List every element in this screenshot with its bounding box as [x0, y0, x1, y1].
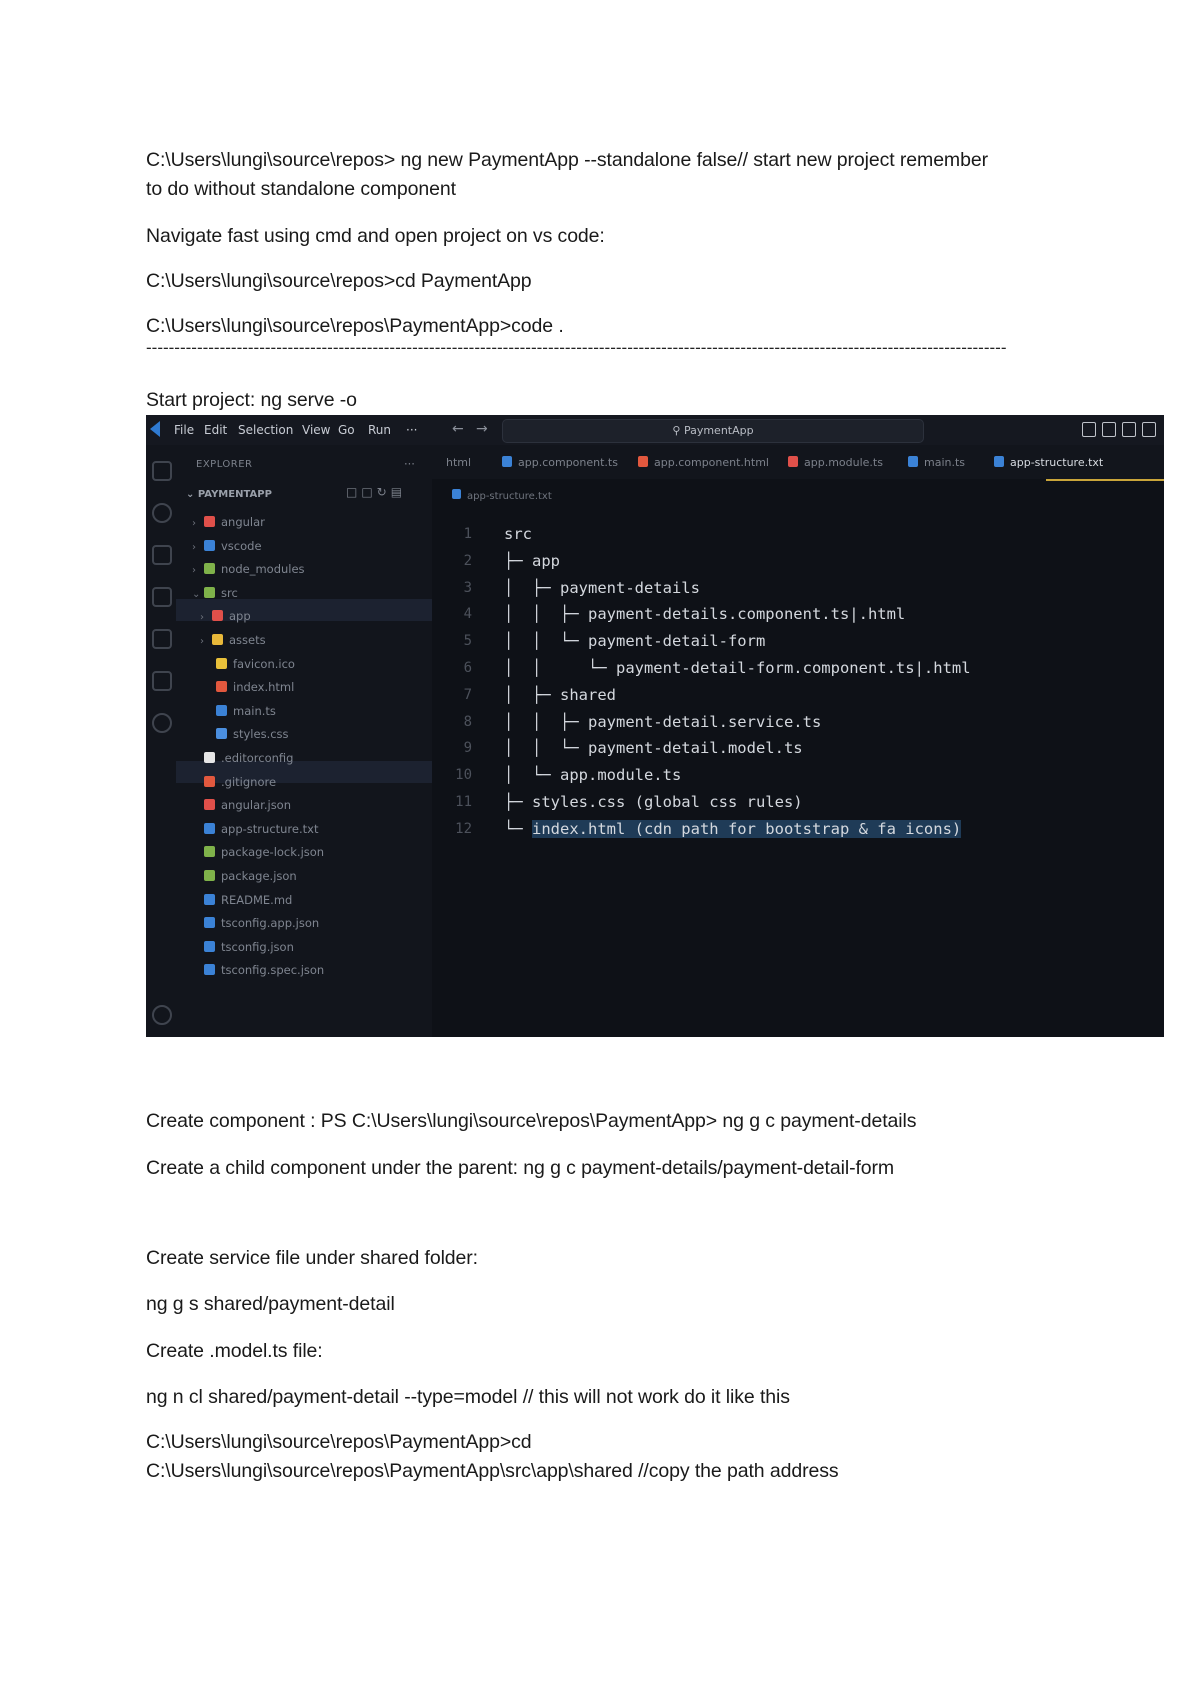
tree-item[interactable] [204, 936, 294, 958]
menu-file[interactable]: File [174, 423, 195, 437]
cmd-cd-path: C:\Users\lungi\source\repos\PaymentApp>cd [146, 1431, 532, 1453]
menu-selection[interactable]: Selection [238, 423, 294, 437]
chevron-right-icon[interactable]: › [200, 636, 204, 647]
file-icon [216, 728, 227, 739]
chevron-down-icon[interactable]: ⌄ [192, 588, 201, 600]
selected-text: index.html (cdn path for bootstrap & fa icons) [532, 819, 962, 838]
line-number: 8 [463, 713, 472, 730]
create-component: Create component : PS C:\Users\lungi\source\repos\PaymentApp> ng g c payment-details [146, 1110, 917, 1132]
tree-item[interactable] [204, 912, 319, 934]
file-icon [204, 776, 215, 787]
tree-item-label: node_modules [221, 562, 305, 577]
create-model-heading: Create .model.ts file: [146, 1340, 323, 1362]
tree-item[interactable] [204, 865, 297, 887]
file-icon [216, 658, 227, 669]
folder-icon [212, 610, 223, 621]
tree-item[interactable] [204, 841, 324, 863]
line-number: 7 [463, 686, 472, 703]
code-line: │ ├─ payment-details [504, 578, 700, 597]
code-line: │ │ └─ payment-detail.model.ts [504, 739, 803, 758]
tree-item-label: app [229, 609, 251, 624]
editor-area[interactable] [432, 479, 1164, 1037]
toggle-secondary-sidebar-icon[interactable] [1122, 422, 1136, 437]
breadcrumb[interactable] [452, 489, 552, 502]
chevron-right-icon[interactable]: › [200, 612, 204, 624]
file-icon [204, 846, 215, 857]
line-number: 5 [463, 633, 472, 650]
customize-layout-icon[interactable] [1142, 422, 1156, 437]
cmd-cd: C:\Users\lungi\source\repos>cd PaymentApp [146, 270, 532, 292]
file-icon [204, 870, 215, 881]
tree-item-label: tsconfig.spec.json [221, 963, 325, 978]
tab-label: app.component.ts [518, 456, 618, 469]
extensions-icon[interactable] [152, 629, 172, 649]
cmd-ng-new-note: to do without standalone component [146, 178, 456, 200]
editor-tab[interactable] [638, 456, 769, 469]
line-number: 4 [463, 606, 472, 623]
folder-icon [204, 516, 215, 527]
code-line: │ └─ app.module.ts [504, 766, 682, 785]
search-label: PaymentApp [683, 424, 754, 437]
folder-icon [212, 634, 223, 645]
back-icon[interactable]: ← [452, 421, 464, 437]
layout-controls [1076, 422, 1156, 440]
tree-item-label: styles.css [233, 727, 289, 742]
tree-item-label: assets [229, 633, 266, 647]
code-line: │ │ └─ payment-detail-form [504, 632, 766, 651]
cmd-ng-new: C:\Users\lungi\source\repos> ng new PaymentApp --standalone false// start new project remember [146, 149, 988, 171]
cmd-code: C:\Users\lungi\source\repos\PaymentApp>code . [146, 315, 564, 337]
tree-item[interactable] [192, 582, 238, 604]
tree-item-label: main.ts [233, 703, 276, 718]
menu-edit[interactable]: Edit [204, 423, 228, 437]
project-root[interactable]: ⌄ PAYMENTAPP [186, 489, 272, 500]
file-icon [204, 752, 215, 763]
chevron-right-icon[interactable]: › [192, 518, 196, 529]
tab-label: app.module.ts [804, 456, 883, 469]
tree-item[interactable] [204, 889, 292, 911]
vscode-screenshot [146, 415, 1164, 1037]
explorer-more-icon[interactable]: ··· [404, 457, 415, 471]
line-number: 11 [455, 794, 472, 810]
tree-item[interactable] [216, 723, 289, 745]
tree-item-label: angular [221, 515, 265, 529]
file-icon [204, 941, 215, 952]
start-project: Start project: ng serve -o [146, 389, 357, 411]
tree-item[interactable] [204, 818, 318, 840]
tree-item[interactable] [204, 959, 324, 981]
file-type-icon [994, 456, 1004, 467]
editor-tab[interactable] [788, 456, 883, 469]
line-number: 1 [463, 526, 472, 542]
testing-icon[interactable] [152, 671, 172, 691]
code-line: │ │ ├─ payment-detail.service.ts [504, 712, 822, 731]
tree-item-label: app-structure.txt [221, 821, 319, 836]
separator-line: -------------------------------------------------------------------------------------------------------------------------------------------------------- [146, 338, 1007, 357]
run-debug-icon[interactable] [152, 587, 172, 607]
cmd-ng-g-s: ng g s shared/payment-detail [146, 1293, 395, 1315]
tab-label: main.ts [924, 456, 966, 469]
tree-item[interactable] [200, 605, 251, 627]
code-line: │ │ ├─ payment-details.component.ts|.html [504, 605, 906, 624]
editor-tab[interactable] [502, 456, 618, 469]
file-icon [204, 964, 215, 975]
file-type-icon [638, 456, 648, 467]
explorer-actions[interactable]: □□↻▤ [346, 485, 407, 499]
tree-item-label: tsconfig.json [221, 939, 294, 954]
create-service-heading: Create service file under shared folder: [146, 1247, 479, 1269]
account-icon[interactable] [152, 1005, 172, 1025]
folder-icon [204, 540, 215, 551]
file-icon [216, 681, 227, 692]
file-icon [204, 894, 215, 905]
tree-item-label: package.json [221, 869, 297, 883]
tree-item[interactable] [216, 676, 294, 698]
remote-icon[interactable] [152, 713, 172, 733]
line-number: 6 [463, 660, 472, 676]
tree-item-label: package-lock.json [221, 845, 325, 860]
menu-bar [146, 415, 1164, 445]
search-icon[interactable] [152, 503, 172, 523]
tree-item[interactable] [216, 700, 276, 722]
tab-label: app-structure.txt [1010, 456, 1104, 469]
editor-tabs [432, 445, 1164, 479]
cmd-ng-n-cl: ng n cl shared/payment-detail --type=model // this will not work do it like this [146, 1386, 790, 1408]
activity-bar [146, 445, 176, 1037]
file-icon [216, 705, 227, 716]
file-icon [204, 823, 215, 834]
chevron-right-icon[interactable]: › [192, 541, 196, 553]
tree-item-label: index.html [233, 680, 295, 695]
file-type-icon [788, 456, 798, 467]
navigate-heading: Navigate fast using cmd and open project on vs code: [146, 225, 605, 247]
cmd-shared-path: C:\Users\lungi\source\repos\PaymentApp\src\app\shared //copy the path address [146, 1460, 839, 1482]
toggle-panel-icon[interactable] [1102, 422, 1116, 437]
code-line: │ ├─ shared [504, 685, 616, 704]
active-tab-indicator [1046, 479, 1164, 481]
file-type-icon [908, 456, 918, 467]
tree-item[interactable] [204, 747, 293, 769]
line-number: 2 [463, 552, 472, 569]
tree-item-label: favicon.ico [233, 656, 295, 671]
source-control-icon[interactable] [152, 545, 172, 565]
code-line: src [504, 525, 532, 543]
folder-icon [204, 563, 215, 574]
menu-more[interactable]: ··· [406, 423, 418, 437]
toggle-sidebar-icon[interactable] [1082, 422, 1096, 437]
editor-tab[interactable] [994, 456, 1103, 469]
tree-item-label: tsconfig.app.json [221, 916, 320, 931]
file-type-icon [502, 456, 512, 467]
tab-label: html [446, 456, 472, 469]
tree-item[interactable] [192, 535, 262, 557]
breadcrumb-label: app-structure.txt [467, 491, 552, 502]
menu-run[interactable]: Run [368, 423, 392, 437]
project-name: PAYMENTAPP [197, 489, 272, 500]
tree-item-label: src [221, 585, 238, 600]
folder-icon [204, 587, 215, 598]
vscode-logo-icon [150, 421, 160, 437]
line-number: 9 [463, 740, 472, 757]
tree-item[interactable] [192, 558, 305, 580]
txt-file-icon [452, 489, 461, 499]
code-line: │ │ └─ payment-detail-form.component.ts|.html [504, 659, 971, 677]
code-line: └─ index.html (cdn path for bootstrap & fa icons) [504, 819, 962, 838]
chevron-right-icon[interactable]: › [192, 565, 196, 577]
tree-item-label: vscode [221, 538, 262, 553]
menu-go[interactable]: Go [338, 423, 355, 437]
editor-tab[interactable] [446, 456, 471, 469]
editor-tab[interactable] [908, 456, 965, 469]
file-icon [204, 917, 215, 928]
line-number: 10 [455, 767, 472, 784]
tree-item[interactable] [204, 794, 291, 816]
line-number: 3 [463, 579, 472, 596]
forward-icon[interactable]: → [476, 421, 488, 437]
file-icon [204, 799, 215, 810]
tree-item[interactable] [216, 653, 295, 675]
tree-item[interactable] [192, 511, 265, 533]
tree-item[interactable] [200, 629, 266, 651]
explorer-sidebar [176, 445, 432, 1037]
code-line: ├─ styles.css (global css rules) [504, 793, 803, 811]
code-line: ├─ app [504, 551, 560, 570]
menu-view[interactable]: View [302, 423, 331, 437]
tree-item[interactable] [204, 771, 276, 793]
tree-item-label: README.md [221, 892, 293, 907]
line-number: 12 [455, 820, 472, 837]
tree-item-label: .editorconfig [221, 751, 294, 765]
tab-label: app.component.html [654, 456, 769, 469]
tree-item-label: angular.json [221, 798, 292, 813]
command-center-search[interactable]: ⚲ PaymentApp [502, 419, 924, 443]
explorer-title: EXPLORER [196, 459, 253, 470]
tree-item-label: .gitignore [221, 774, 277, 789]
create-child-component: Create a child component under the parent: ng g c payment-details/payment-detail-form [146, 1157, 895, 1179]
explorer-icon[interactable] [152, 461, 172, 481]
